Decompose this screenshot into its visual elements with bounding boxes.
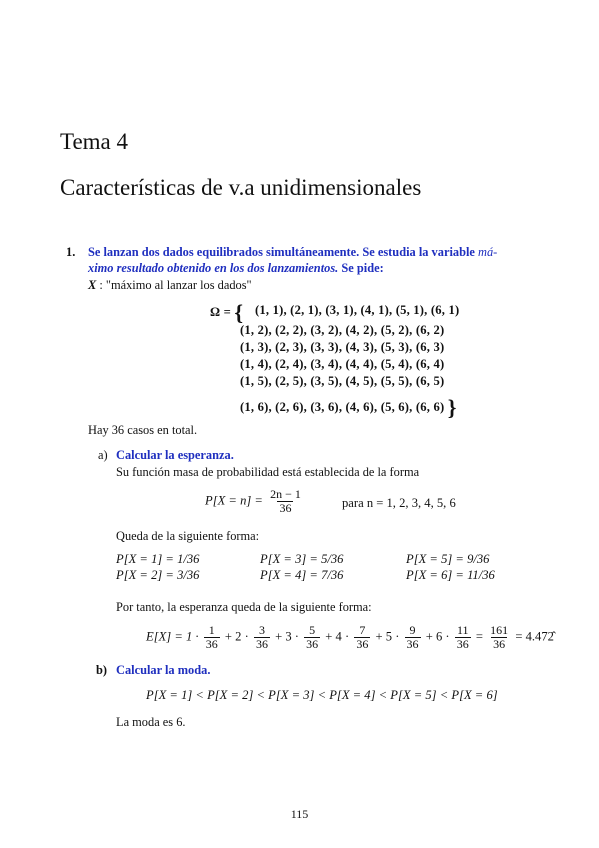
omega-row-1: (1, 1), (2, 1), (3, 1), (4, 1), (5, 1), (6, 1) [255,303,460,317]
exp-den-5: 36 [406,637,419,651]
exp-num-3: 5 [309,623,316,637]
pmf-lhs: P[X = n] = [205,493,263,508]
exp-frac-4 [354,624,370,651]
exp-den-7: 36 [493,637,506,651]
exp-op-6: + 6 · [425,629,450,644]
queda-text: Queda de la siguiente forma: [116,529,260,543]
problem-statement-line1 [88,244,497,260]
exp-num-1: 1 [208,623,215,637]
exp-result: = 4.472̂ [515,629,554,644]
exp-num-7: 161 [490,623,509,637]
problem-tail: Se pide: [341,261,384,275]
omega-row-4: (1, 4), (2, 4), (3, 4), (4, 4), (5, 4), (6, 4) [240,357,445,371]
exp-frac-6 [455,624,471,651]
right-brace: } [447,395,457,420]
exp-num-5: 9 [409,623,416,637]
prob-6: P[X = 6] = 11/36 [406,568,495,582]
exp-frac-5 [405,624,421,651]
exp-frac-7 [488,624,510,651]
exp-den-3: 36 [306,637,319,651]
exp-den-2: 36 [255,637,268,651]
exp-num-4: 7 [359,623,366,637]
exp-op-4: + 4 · [325,629,350,644]
expectation-formula [146,624,554,651]
part-a-label: a) [98,448,108,462]
omega-row-6 [240,395,457,421]
omega-row-6-text: (1, 6), (2, 6), (3, 6), (4, 6), (5, 6), (6, 6) [240,399,445,414]
pmf-fraction [268,488,303,515]
exp-den-4: 36 [356,637,369,651]
exp-lhs: E[X] = 1 · [146,629,199,644]
page-number: 115 [290,807,309,821]
total-cases: Hay 36 casos en total. [88,423,198,437]
prob-1: P[X = 1] = 1/36 [116,552,200,566]
exp-den-1: 36 [205,637,218,651]
por-tanto-text: Por tanto, la esperanza queda de la siguiente forma: [116,600,372,614]
exp-num-6: 11 [456,623,469,637]
exp-frac-3 [304,624,320,651]
omega-row-5: (1, 5), (2, 5), (3, 5), (4, 5), (5, 5), (6, 5) [240,374,445,388]
problem-number: 1. [66,245,76,259]
left-brace: { [234,300,244,325]
page-title: Características de v.a unidimensionales [60,175,422,200]
omega-row-2: (1, 2), (2, 2), (3, 2), (4, 2), (5, 2), (6, 2) [240,323,445,337]
exp-frac-1 [204,624,220,651]
variable-text: : "máximo al lanzar los dados" [99,278,252,292]
exp-op-7: = [475,629,484,644]
pmf-formula [205,488,305,515]
chapter-heading: Tema 4 [60,129,129,154]
omega-symbol: Ω = [210,304,232,319]
pmf-condition: para n = 1, 2, 3, 4, 5, 6 [342,496,456,510]
exp-op-2: + 2 · [224,629,249,644]
omega-label [210,300,243,326]
pmf-numerator: 2n − 1 [270,487,301,501]
exp-op-5: + 5 · [375,629,400,644]
exp-num-2: 3 [258,623,265,637]
exp-op-3: + 3 · [275,629,299,644]
exp-den-6: 36 [456,637,469,651]
part-a-heading: Calcular la esperanza. [116,448,234,462]
problem-italic-1: má- [478,245,498,259]
pmf-denominator: 36 [279,501,292,515]
omega-row-3: (1, 3), (2, 3), (3, 3), (4, 3), (5, 3), (6, 3) [240,340,445,354]
problem-statement-line2 [88,260,384,276]
problem-text: Se lanzan dos dados equilibrados simultáneamente. Se estudia la variable [88,245,475,259]
mode-inequality-chain: P[X = 1] < P[X = 2] < P[X = 3] < P[X = 4] < P[X = 5] < P[X = 6] [146,688,498,702]
prob-5: P[X = 5] = 9/36 [406,552,490,566]
prob-2: P[X = 2] = 3/36 [116,568,200,582]
part-b-label: b) [96,663,108,677]
mode-result: La moda es 6. [116,715,186,729]
problem-italic-2: ximo resultado obtenido en los dos lanzamientos. [88,261,339,275]
part-b-heading: Calcular la moda. [116,663,211,677]
prob-4: P[X = 4] = 7/36 [260,568,344,582]
prob-3: P[X = 3] = 5/36 [260,552,344,566]
variable-definition [88,277,252,293]
variable-symbol: X [88,278,97,292]
part-a-intro: Su función masa de probabilidad está establecida de la forma [116,465,420,479]
exp-frac-2 [254,624,270,651]
